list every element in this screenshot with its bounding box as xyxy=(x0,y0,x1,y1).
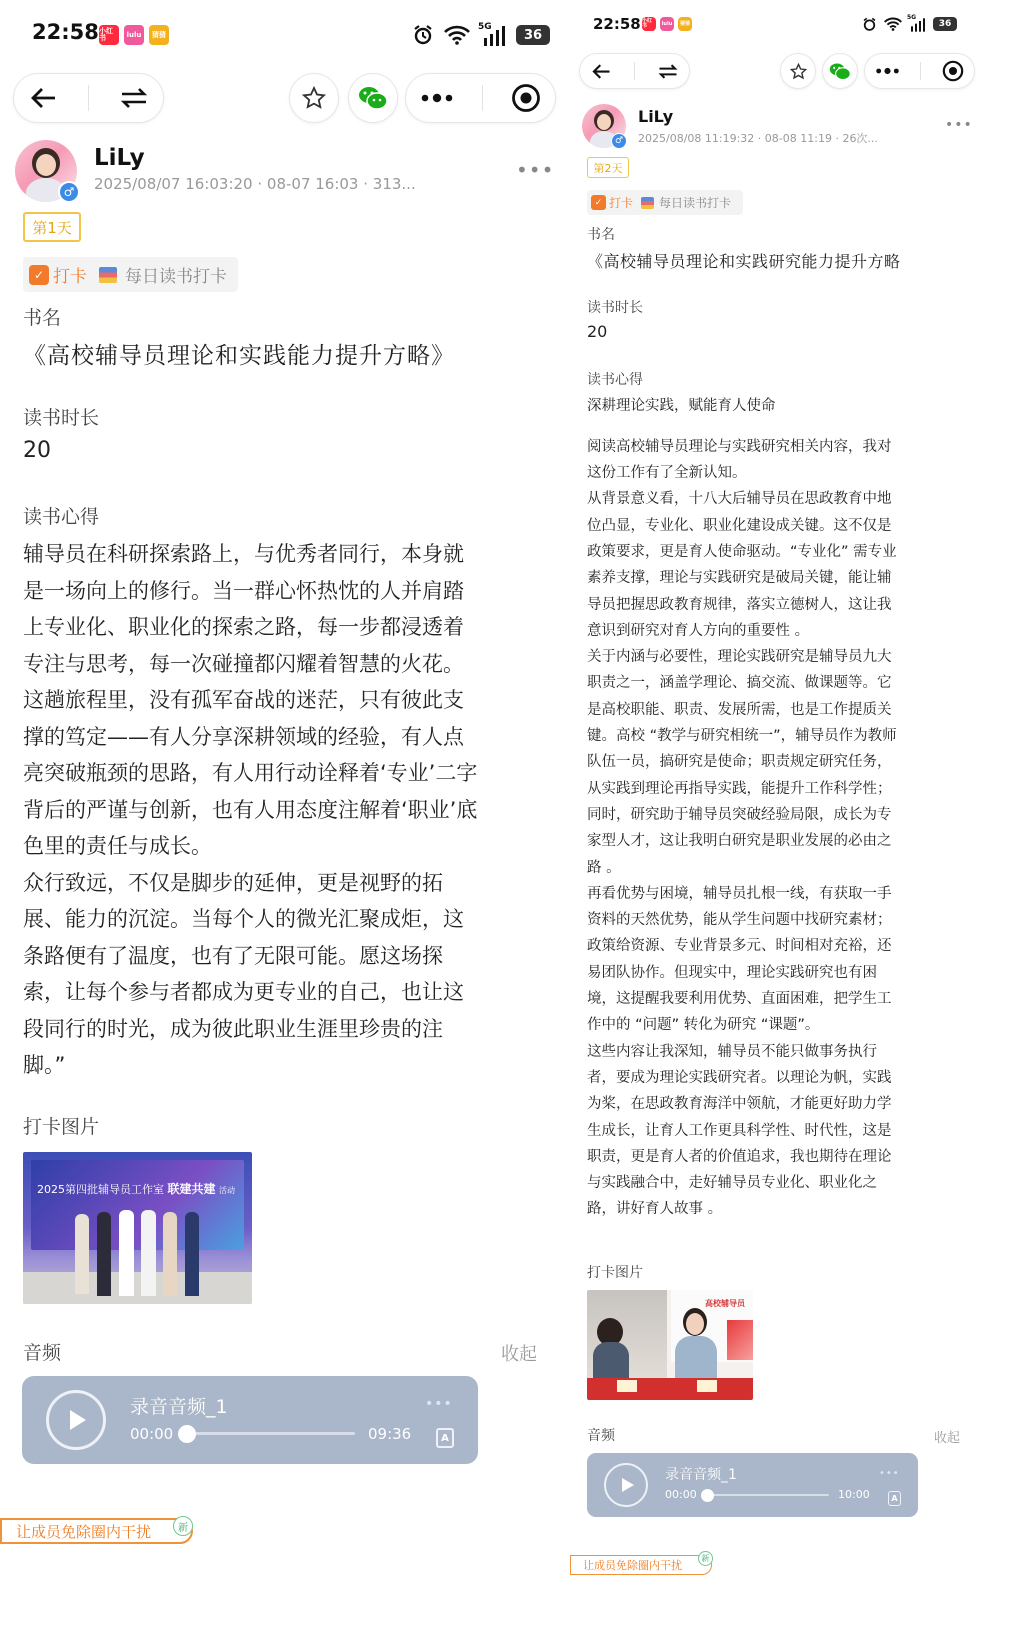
notes-line: 队伍一员，搞研究是使命；职责规定研究任务， xyxy=(587,754,892,771)
notes-line: 色里的责任与成长。 xyxy=(23,834,212,858)
network-label: 5G xyxy=(478,22,492,32)
play-icon xyxy=(70,1410,86,1430)
notes-line: 家型人才，这让我明白研究是职业发展的必由之 xyxy=(587,833,892,850)
day-badge: 第1天 xyxy=(23,212,81,242)
audio-current-time: 00:00 xyxy=(665,1488,697,1501)
gender-male-icon: ♂ xyxy=(58,181,80,203)
audio-player xyxy=(587,1453,918,1517)
notes-line: 从实践到理论再指导实践，能提升工作科学性； xyxy=(587,780,892,797)
notes-line: 意识到研究对育人方向的重要性 。 xyxy=(587,622,810,639)
switch-icon[interactable] xyxy=(658,63,678,80)
notes-line: 是高校职能、职责、发展所需，也是工作提质关 xyxy=(587,701,892,718)
promo-text: 让成员免除圈内干扰 xyxy=(16,1522,152,1541)
duration-value: 20 xyxy=(23,438,51,463)
checkin-icon: ✓ xyxy=(29,265,49,285)
notes-line xyxy=(587,419,932,434)
checkin-tag[interactable] xyxy=(587,190,743,215)
audio-progress-knob[interactable] xyxy=(178,1425,196,1443)
status-time: 22:58 xyxy=(593,15,641,33)
record-target-icon[interactable] xyxy=(942,60,964,82)
notes-line: 路 。 xyxy=(587,859,621,876)
status-time: 22:58 xyxy=(32,20,99,44)
more-dots-icon[interactable] xyxy=(420,93,454,103)
notes-line: 者，要成为理论实践研究者。以理论为帆，实践 xyxy=(587,1069,892,1086)
book-value: 《高校辅导员理论和实践能力提升方略》 xyxy=(23,343,455,369)
notes-line: 众行致远，不仅是脚步的延伸，更是视野的拓 xyxy=(23,870,443,895)
notes-label: 读书心得 xyxy=(23,506,100,528)
notes-line: 作中的 “问题” 转化为研究 “课题”。 xyxy=(587,1017,820,1034)
alarm-icon xyxy=(412,24,434,46)
audio-duration: 09:36 xyxy=(368,1425,412,1443)
play-icon xyxy=(622,1478,634,1492)
status-right xyxy=(862,15,957,33)
checkin-tag[interactable] xyxy=(23,257,238,292)
notes-line: 资料的天然优势，能从学生问题中找研究素材； xyxy=(587,912,892,929)
promo-banner[interactable] xyxy=(570,1555,712,1575)
banner-line2: 联建共建 xyxy=(167,1182,216,1196)
network-label: 5G xyxy=(907,13,917,21)
more-dots-icon[interactable] xyxy=(875,67,900,75)
book-icon xyxy=(99,267,117,283)
wechat-icon xyxy=(358,85,388,111)
app-icon-lulu: lulu xyxy=(660,17,674,31)
notes-line: 政策要求，更是育人使命驱动。“专业化” 需专业 xyxy=(587,543,897,560)
duration-label: 读书时长 xyxy=(587,300,643,316)
app-icon-xiaohongshu: 小红书 xyxy=(99,25,119,45)
promo-text: 让成员免除圈内干扰 xyxy=(583,1559,682,1572)
notes-line: 脚。” xyxy=(23,1053,66,1077)
post-meta: 2025/08/07 16:03:20 · 08-07 16:03 · 313... xyxy=(94,175,416,193)
notes-line: 深耕理论实践，赋能育人使命 xyxy=(587,398,776,414)
notes-line: 辅导员在科研探索路上，与优秀者同行，本身就 xyxy=(23,542,464,566)
signal-icon xyxy=(907,13,927,32)
audio-label: 音频 xyxy=(587,1428,615,1444)
notes-line: 职责，更是育人者的价值追求，我也期待在理论 xyxy=(587,1148,892,1165)
promo-banner[interactable] xyxy=(0,1518,193,1544)
notes-line: 职责之一，涵盖学理论、搞交流、做课题等。它 xyxy=(587,675,892,692)
duration-value: 20 xyxy=(587,322,608,341)
notes-line: 专注与思考，每一次碰撞都闪耀着智慧的火花。 xyxy=(23,651,464,676)
notes-line: 生成长，让育人工作更具科学性、时代性，这是 xyxy=(587,1122,892,1139)
alarm-icon xyxy=(862,17,877,32)
favorite-button[interactable] xyxy=(780,53,816,89)
new-badge: 新 xyxy=(698,1551,713,1566)
app-icon-xiaohongshu: 小红书 xyxy=(642,17,656,31)
checkin-photo[interactable] xyxy=(23,1152,252,1304)
favorite-button[interactable] xyxy=(289,73,339,123)
app-icon-lulu: lulu xyxy=(124,25,144,45)
notes-line: 这些内容让我深知，辅导员不能只做事务执行 xyxy=(587,1043,877,1060)
book-icon xyxy=(641,197,654,209)
wechat-icon xyxy=(829,62,851,81)
banner-line1: 2025第四批辅导员工作室 xyxy=(37,1183,164,1196)
checkin-photo[interactable] xyxy=(587,1290,753,1400)
notes-line: 条路便有了温度，也有了无限可能。愿这场探 xyxy=(23,943,443,968)
topic-label: 每日读书打卡 xyxy=(125,267,227,287)
audio-more-icon[interactable]: ••• xyxy=(425,1396,453,1412)
status-right xyxy=(412,22,550,48)
post-meta: 2025/08/08 11:19:32 · 08-08 11:19 · 26次... xyxy=(638,132,878,145)
audio-more-icon[interactable]: ••• xyxy=(879,1468,900,1479)
voice-to-text-icon[interactable]: A xyxy=(436,1428,454,1448)
star-icon xyxy=(790,63,807,80)
switch-icon[interactable] xyxy=(120,86,148,110)
audio-title: 录音音频_1 xyxy=(130,1396,228,1418)
wifi-icon xyxy=(884,17,902,31)
battery-icon: 36 xyxy=(933,17,957,31)
notes-text xyxy=(23,536,503,1084)
notes-line: 撑的笃定——有人分享深耕领域的经验，有人点 xyxy=(23,724,464,749)
notes-line: 从背景意义看，十八大后辅导员在思政教育中地 xyxy=(587,491,892,508)
photo-sign-text: 高校辅导员 xyxy=(705,1299,745,1308)
notes-line: 键。高校 “教学与研究相统一”，辅导员作为教师 xyxy=(587,728,897,745)
audio-current-time: 00:00 xyxy=(130,1425,174,1443)
wechat-share-button[interactable] xyxy=(822,53,858,89)
day-badge: 第2天 xyxy=(587,157,629,178)
notes-line: 同时，研究助于辅导员突破经验局限，成长为专 xyxy=(587,806,892,823)
notes-line: 再看优势与困境，辅导员扎根一线，有获取一手 xyxy=(587,885,892,902)
audio-duration: 10:00 xyxy=(838,1488,870,1501)
star-icon xyxy=(302,86,326,110)
notes-line: 素养支撑，理论与实践研究是破局关键，能让辅 xyxy=(587,570,892,587)
notes-line: 导员把握思政教育规律，落实立德树人，这让我 xyxy=(587,596,892,613)
play-button[interactable] xyxy=(604,1463,648,1507)
checkin-icon: ✓ xyxy=(591,195,606,210)
notes-line: 阅读高校辅导员理论与实践研究相关内容，我对 xyxy=(587,438,892,455)
nav-back-switch-group xyxy=(13,73,164,123)
user-name[interactable]: LiLy xyxy=(94,145,145,171)
notes-line: 这份工作有了全新认知。 xyxy=(587,465,747,482)
wifi-icon xyxy=(444,25,470,45)
notes-line: 这趟旅程里，没有孤军奋战的迷茫，只有彼此支 xyxy=(23,688,464,712)
back-arrow-icon[interactable] xyxy=(591,63,611,80)
audio-progress-knob[interactable] xyxy=(701,1489,714,1502)
play-button[interactable] xyxy=(46,1390,106,1450)
notes-line: 亮突破瓶颈的思路，有人用行动诠释着‘专业’二字 xyxy=(23,761,478,785)
notes-line: 易团队协作。但现实中，理论实践研究也有困 xyxy=(587,964,877,981)
post-more-icon[interactable]: ••• xyxy=(516,158,555,182)
record-target-icon[interactable] xyxy=(511,83,541,113)
new-badge: 新 xyxy=(173,1516,193,1536)
notes-line: 展、能力的沉淀。当每个人的微光汇聚成炬，这 xyxy=(23,907,464,931)
battery-icon: 36 xyxy=(516,25,550,45)
notes-line: 段同行的时光，成为彼此职业生涯里珍贵的注 xyxy=(23,1016,443,1041)
app-icon-cai: 猜猜 xyxy=(678,17,692,31)
notes-line: 境，这提醒我要利用优势、直面困难，把学生工 xyxy=(587,991,892,1008)
notes-label: 读书心得 xyxy=(587,372,643,388)
notes-line: 路，讲好育人故事 。 xyxy=(587,1201,723,1218)
capsule-menu xyxy=(864,53,975,89)
notes-text xyxy=(587,393,932,1223)
post-more-icon[interactable]: ••• xyxy=(945,117,973,133)
notes-line: 关于内涵与必要性，理论实践研究是辅导员九大 xyxy=(587,649,892,666)
app-icon-cai: 猜猜 xyxy=(149,25,169,45)
nav-back-switch-group xyxy=(579,53,690,89)
collapse-button[interactable]: 收起 xyxy=(934,1431,961,1446)
photo-label: 打卡图片 xyxy=(587,1265,643,1281)
gender-male-icon: ♂ xyxy=(611,133,627,149)
duration-label: 读书时长 xyxy=(23,407,100,429)
audio-title: 录音音频_1 xyxy=(665,1467,737,1483)
notes-line: 上专业化、职业化的探索之路，每一步都浸透着 xyxy=(23,615,464,639)
audio-progress-track[interactable] xyxy=(187,1432,355,1435)
voice-to-text-icon[interactable]: A xyxy=(888,1491,901,1506)
capsule-menu xyxy=(405,73,556,123)
notes-line: 与实践融合中，走好辅导员专业化、职业化之 xyxy=(587,1175,877,1192)
collapse-button[interactable]: 收起 xyxy=(501,1344,537,1365)
notes-line: 背后的严谨与创新，也有人用态度注解着‘职业’底 xyxy=(23,797,478,822)
book-label: 书名 xyxy=(587,227,615,243)
checkin-label: 打卡 xyxy=(609,196,634,210)
notes-line: 政策给资源、专业背景多元、时间相对充裕，还 xyxy=(587,938,892,955)
book-value: 《高校辅导员理论和实践研究能力提升方略 xyxy=(587,252,901,271)
audio-player xyxy=(22,1376,478,1464)
notes-line: 为桨，在思政教育海洋中领航，才能更好助力学 xyxy=(587,1096,892,1113)
signal-icon xyxy=(478,24,508,46)
book-label: 书名 xyxy=(23,307,62,329)
notes-line: 位凸显，专业化、职业化建设成关键。这不仅是 xyxy=(587,517,892,534)
checkin-label: 打卡 xyxy=(53,267,87,287)
banner-line3: 活动 xyxy=(219,1186,236,1195)
audio-progress-track[interactable] xyxy=(707,1494,829,1496)
back-arrow-icon[interactable] xyxy=(29,86,57,110)
user-name[interactable]: LiLy xyxy=(638,107,674,126)
audio-label: 音频 xyxy=(23,1342,62,1364)
wechat-share-button[interactable] xyxy=(348,73,398,123)
topic-label: 每日读书打卡 xyxy=(659,196,732,210)
notes-line: 索，让每个参与者都成为更专业的自己，也让这 xyxy=(23,980,464,1004)
photo-label: 打卡图片 xyxy=(23,1116,100,1138)
notes-line: 是一场向上的修行。当一群心怀热忱的人并肩踏 xyxy=(23,578,464,603)
